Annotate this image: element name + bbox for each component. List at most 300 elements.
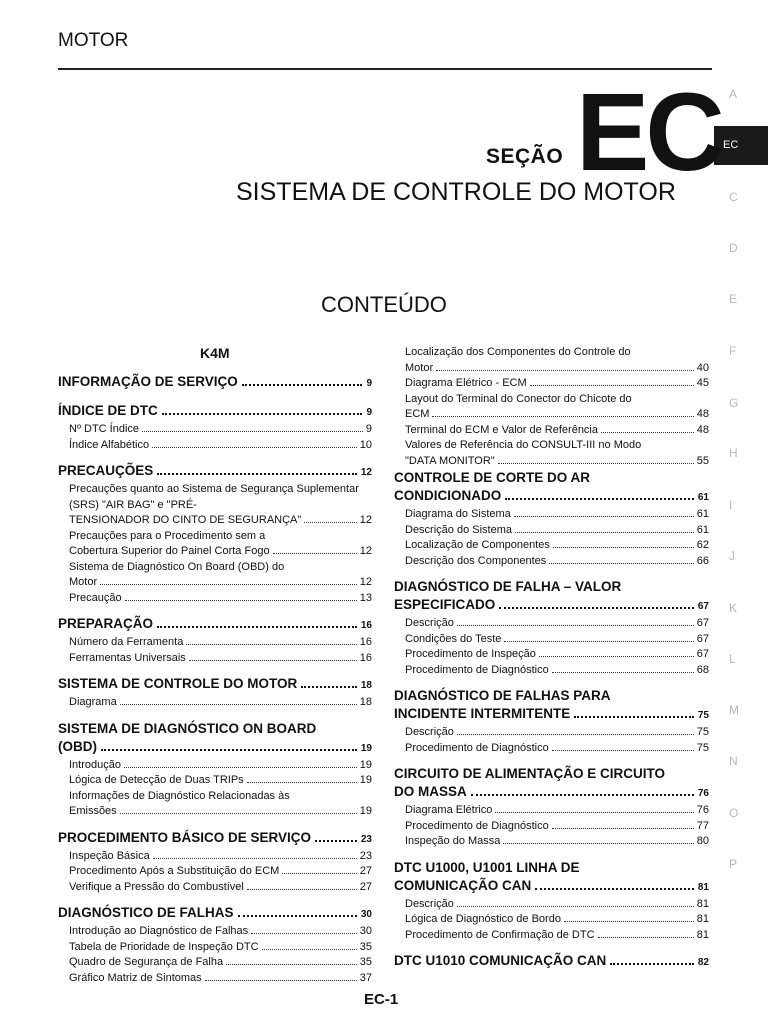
toc-item-line [405,538,709,554]
engine-heading: K4M [200,345,230,361]
toc-item-page: 12 [359,576,372,588]
dot-leader [157,473,357,475]
dot-leader [152,447,357,448]
toc-item[interactable] [58,955,372,971]
side-index-m[interactable]: M [729,703,739,717]
toc-item[interactable] [394,897,709,913]
side-index-l[interactable]: L [729,652,736,666]
dot-leader [552,672,694,673]
dot-leader [315,840,357,842]
dot-leader [601,432,694,433]
toc-section-text: ESPECIFICADO [394,597,496,612]
toc-item[interactable] [58,482,372,529]
toc-item-text: Número da Ferramenta [69,636,184,648]
toc-item-line [69,758,372,774]
toc-section-text: PRECAUÇÕES [58,463,154,478]
toc-item[interactable] [394,663,709,679]
toc-item-line [405,647,709,663]
toc-section-page: 9 [366,407,372,418]
toc-item-line [405,423,709,439]
toc-item-lead: Valores de Referência do CONSULT-III no Modo [405,439,642,451]
toc-section[interactable] [58,904,372,924]
dot-leader [504,641,693,642]
toc-item-text: Emissões [69,805,117,817]
toc-item-page: 10 [359,438,372,451]
toc-item-line [69,804,372,820]
toc-section-lead: SISTEMA DE DIAGNÓSTICO ON BOARD [58,720,317,736]
toc-item-text: Diagrama do Sistema [405,508,511,520]
toc-item[interactable] [394,741,709,757]
toc-item-text: Descrição do Sistema [405,523,512,536]
side-index-n[interactable]: N [729,754,738,768]
toc-item-page: 23 [359,849,372,862]
toc-item-text: Motor [405,361,434,374]
toc-item-text: Nº DTC Índice [69,423,140,435]
dot-leader [574,716,694,718]
toc-item-line [69,438,372,454]
dot-leader [125,600,357,601]
toc-item[interactable] [58,971,372,987]
side-index-ec[interactable]: EC [714,126,768,165]
toc-item-text: Localização de Componentes [405,539,550,551]
toc-section-line [58,675,372,695]
toc-item-line [69,864,372,880]
page-title: SISTEMA DE CONTROLE DO MOTOR [236,178,676,206]
toc-item-line [405,523,709,539]
side-index-j[interactable]: J [729,549,735,563]
toc-item-page: 45 [696,377,709,389]
toc-item-line [69,773,372,789]
toc-item-text: Condições do Teste [405,632,502,645]
toc-item-text: Procedimento de Diagnóstico [405,819,549,832]
toc-item-line [405,928,709,944]
toc-item-page: 80 [696,835,709,847]
toc-item[interactable] [394,554,709,570]
toc-section-page: 18 [360,680,372,691]
toc-section[interactable] [58,829,372,849]
side-index-c[interactable]: C [729,190,738,204]
toc-item-page: 16 [359,651,372,664]
toc-item-line [405,819,709,835]
toc-item-page: 16 [359,636,372,648]
toc-section-text: CONDICIONADO [394,488,502,503]
contents-heading: CONTEÚDO [321,292,447,317]
toc-section-text: INFORMAÇÃO DE SERVIÇO [58,374,238,389]
toc-section-page: 9 [366,378,372,389]
dot-leader [189,660,357,661]
toc-left-column [58,373,372,986]
toc-item-page: 19 [359,758,372,771]
toc-section-lead: DIAGNÓSTICO DE FALHAS PARA [394,688,611,703]
toc-item-line [69,940,372,956]
toc-item-text: Cobertura Superior do Painel Corta Fogo [69,545,270,557]
toc-item-page: 13 [359,591,372,604]
toc-section-text: DO MASSA [394,784,467,799]
toc-section-lead: DTC U1000, U1001 LINHA DE [394,859,580,875]
toc-item-page: 27 [359,880,372,893]
toc-item-line [405,376,709,392]
toc-item-page: 75 [696,726,709,738]
toc-item-line [405,834,709,850]
toc-item-line [69,635,372,651]
dot-leader [142,431,363,432]
toc-item[interactable] [58,560,372,591]
toc-item[interactable] [394,376,709,392]
toc-item-page: 61 [696,508,709,520]
toc-section-text: INCIDENTE INTERMITENTE [394,706,571,721]
toc-item-line [69,971,372,987]
dot-leader [457,734,694,735]
toc-item-line [69,695,372,711]
toc-item[interactable] [394,616,709,632]
toc-section-text: DTC U1010 COMUNICAÇÃO CAN [394,953,607,968]
toc-section[interactable] [58,373,372,393]
toc-item-text: TENSIONADOR DO CINTO DE SEGURANÇA" [69,514,302,526]
dot-leader [515,532,694,533]
dot-leader [535,888,694,890]
toc-item-page: 9 [365,423,372,435]
toc-item[interactable] [394,928,709,944]
toc-section[interactable] [394,952,709,972]
toc-item-text: Introdução [69,758,121,771]
toc-item-line [405,725,709,741]
toc-item-line [405,741,709,757]
toc-item-page: 48 [696,408,709,420]
toc-item-line [405,507,709,523]
toc-section[interactable] [58,675,372,695]
toc-item[interactable] [394,647,709,663]
toc-item-lead: Localização dos Componentes do Controle do [405,346,631,358]
dot-leader [226,964,357,965]
toc-item-line [69,849,372,865]
toc-item-page: 81 [696,928,709,941]
toc-item-line [69,575,372,591]
toc-item-line [405,554,709,570]
toc-item-page: 66 [696,554,709,567]
toc-section-page: 16 [360,620,372,631]
toc-item-text: Motor [69,576,98,588]
toc-item-text: Descrição [405,726,454,738]
toc-item-text: Lógica de Diagnóstico de Bordo [405,913,561,925]
side-index-p[interactable]: P [729,857,738,871]
toc-item-lead: Layout do Terminal do Conector do Chicote do [405,392,632,405]
side-index-i[interactable]: I [729,498,733,512]
side-index-h[interactable]: H [729,446,738,460]
toc-item-line [405,897,709,913]
toc-section-line [58,462,372,482]
toc-item[interactable] [58,635,372,651]
toc-item-page: 55 [696,454,709,467]
toc-item-text: Índice Alfabético [69,438,150,451]
toc-item-text: Introdução ao Diagnóstico de Falhas [69,925,249,937]
toc-item[interactable] [394,819,709,835]
toc-item-text: Inspeção do Massa [405,835,501,847]
toc-section-text: DIAGNÓSTICO DE FALHAS [58,905,234,920]
toc-section-line [394,705,709,725]
toc-item-text: Procedimento de Inspeção [405,648,536,660]
dot-leader [100,584,357,585]
toc-section-page: 30 [360,909,372,920]
toc-section-page: 61 [697,492,709,503]
toc-item-line [405,632,709,648]
toc-section-page: 75 [697,710,709,721]
dot-leader [539,656,694,657]
toc-item-text: Ferramentas Universais [69,651,186,664]
toc-item[interactable] [58,849,372,865]
toc-item[interactable] [58,651,372,667]
toc-item-line [69,651,372,667]
toc-section[interactable] [394,765,709,803]
toc-item-page: 62 [696,539,709,551]
toc-section-text: (OBD) [58,738,97,754]
dot-leader [282,873,356,874]
dot-leader [124,767,357,768]
toc-item[interactable] [58,438,372,454]
dot-leader [251,933,357,934]
toc-item[interactable] [58,758,372,774]
toc-section[interactable] [58,402,372,422]
toc-section[interactable] [394,469,709,507]
toc-item-page: 12 [359,545,372,557]
toc-item-text: "DATA MONITOR" [405,454,495,467]
toc-section[interactable] [58,615,372,635]
toc-item-text: Procedimento de Confirmação de DTC [405,928,595,941]
toc-item-page: 75 [696,741,709,754]
toc-section-page: 67 [697,601,709,612]
toc-section-line [58,738,372,758]
toc-section-text: COMUNICAÇÃO CAN [394,877,532,893]
dot-leader [549,563,694,564]
toc-section-page: 19 [360,742,372,754]
toc-item-text: ECM [405,408,430,420]
dot-leader [273,553,357,554]
dot-leader [514,516,694,517]
toc-item-line [69,955,372,971]
toc-section-page: 12 [360,467,372,478]
dot-leader [262,949,357,950]
toc-item-lead: Sistema de Diagnóstico On Board (OBD) do [69,560,285,573]
toc-item[interactable] [394,538,709,554]
dot-leader [205,980,357,981]
toc-section-line [394,596,709,616]
toc-item-line [405,803,709,819]
toc-item[interactable] [58,789,372,820]
side-index-a[interactable]: A [729,87,738,101]
toc-section-line [394,783,709,803]
toc-item[interactable] [394,803,709,819]
toc-section-line [394,877,709,897]
header-rule [58,68,712,70]
dot-leader [432,416,693,417]
toc-section-line [394,952,709,972]
toc-item-line [69,513,372,529]
toc-item-page: 19 [359,805,372,817]
toc-item-text: Verifique a Pressão do Combustível [69,880,244,893]
toc-item-line [69,880,372,896]
toc-item-line [69,544,372,560]
dot-leader [436,370,694,371]
toc-item[interactable] [58,924,372,940]
side-index-o[interactable]: O [729,806,739,820]
dot-leader [530,385,694,386]
toc-section-lead: CIRCUITO DE ALIMENTAÇÃO E CIRCUITO [394,766,666,781]
toc-item-line [405,616,709,632]
toc-item-text: Descrição [405,617,454,629]
toc-item[interactable] [394,523,709,539]
dot-leader [120,813,357,814]
dot-leader [153,858,357,859]
dot-leader [552,750,694,751]
toc-item-text: Procedimento de Diagnóstico [405,741,549,754]
dot-leader [101,749,357,751]
toc-item[interactable] [58,591,372,607]
dot-leader [301,686,357,688]
toc-item-text: Lógica de Detecção de Duas TRIPs [69,774,244,786]
toc-item-page: 35 [359,956,372,968]
toc-section-text: ÍNDICE DE DTC [58,403,158,418]
toc-item-page: 67 [696,648,709,660]
toc-item[interactable] [394,507,709,523]
dot-leader [471,794,694,796]
toc-item[interactable] [58,695,372,711]
toc-item[interactable] [58,940,372,956]
dot-leader [552,828,694,829]
toc-item-page: 68 [696,663,709,676]
toc-item[interactable] [58,880,372,896]
dot-leader [505,498,694,500]
toc-item[interactable] [394,392,709,423]
toc-item-page: 48 [696,423,709,436]
toc-right-column [394,345,709,972]
dot-leader [242,384,363,386]
toc-section-text: PREPARAÇÃO [58,616,154,631]
side-index-f[interactable]: F [729,344,737,358]
toc-item[interactable] [58,529,372,560]
toc-item[interactable] [58,864,372,880]
toc-section-text: SISTEMA DE CONTROLE DO MOTOR [58,676,298,691]
toc-section-line [58,373,372,393]
toc-item-page: 67 [696,617,709,629]
toc-section-line [58,402,372,422]
dot-leader [498,463,694,464]
toc-section-line [58,904,372,924]
toc-item-text: Procedimento de Diagnóstico [405,663,549,676]
toc-section-lead: CONTROLE DE CORTE DO AR [394,470,591,485]
page-number: EC-1 [364,991,399,1008]
toc-section-lead: DIAGNÓSTICO DE FALHA – VALOR [394,579,622,594]
toc-item[interactable] [394,912,709,928]
section-label: SEÇÃO [486,145,564,168]
toc-item-page: 18 [359,696,372,708]
side-index-e[interactable]: E [729,292,738,306]
dot-leader [553,547,694,548]
side-index-k[interactable]: K [729,601,738,615]
toc-item-line [405,663,709,679]
toc-item-page: 35 [359,940,372,953]
toc-item-page: 77 [696,819,709,832]
toc-section-page: 76 [697,788,709,799]
side-index-g[interactable]: G [729,396,739,410]
toc-item-page: 81 [696,897,709,910]
section-code: EC [576,71,721,194]
dot-leader [157,626,357,628]
dot-leader [610,963,694,965]
toc-item-page: 67 [696,632,709,645]
toc-item-page: 27 [359,865,372,877]
toc-right-sections [394,469,709,972]
toc-item-page: 81 [696,913,709,925]
toc-section-page: 82 [697,957,709,968]
dot-leader [499,607,694,609]
toc-item[interactable] [394,423,709,439]
toc-item-text: Diagrama Elétrico - ECM [405,377,527,389]
toc-item-line [405,454,709,470]
toc-item[interactable] [394,725,709,741]
toc-item-text: Tabela de Prioridade de Inspeção DTC [69,940,259,953]
dot-leader [247,782,357,783]
toc-item[interactable] [394,632,709,648]
toc-item-page: 30 [359,925,372,937]
toc-item-line [405,407,709,423]
toc-item[interactable] [58,773,372,789]
toc-item-line [69,422,372,438]
toc-item-page: 76 [696,804,709,816]
dot-leader [304,522,356,523]
toc-section-page: 81 [697,881,709,893]
toc-section-page: 23 [360,833,372,845]
toc-item-text: Diagrama Elétrico [405,804,493,816]
toc-section-line [58,829,372,849]
dot-leader [564,921,694,922]
toc-section-line [394,487,709,507]
toc-section[interactable] [394,578,709,616]
toc-item[interactable] [58,422,372,438]
dot-leader [120,704,357,705]
toc-item-lead: Precauções quanto ao Sistema de Segurança Suplementar (SRS) "AIR BAG" e "PRÉ- [69,483,359,511]
toc-item-text: Descrição [405,897,454,910]
toc-item-line [69,924,372,940]
toc-section[interactable] [394,859,709,897]
toc-item-page: 40 [696,361,709,374]
toc-section[interactable] [58,720,372,758]
toc-section-line [58,615,372,635]
toc-item[interactable] [394,345,709,376]
dot-leader [598,937,694,938]
dot-leader [503,843,693,844]
toc-item[interactable] [394,438,709,469]
toc-section[interactable] [394,687,709,725]
dot-leader [247,889,357,890]
toc-item-text: Gráfico Matriz de Sintomas [69,971,202,984]
toc-continuation [394,345,709,469]
toc-item-text: Terminal do ECM e Valor de Referência [405,423,598,436]
side-index-d[interactable]: D [729,241,738,255]
toc-item-page: 19 [359,774,372,786]
toc-item-line [405,361,709,377]
toc-item[interactable] [394,834,709,850]
toc-item-lead: Informações de Diagnóstico Relacionadas às [69,789,290,802]
toc-item-text: Inspeção Básica [69,849,150,862]
dot-leader [457,906,694,907]
toc-section-text: PROCEDIMENTO BÁSICO DE SERVIÇO [58,829,312,845]
toc-item-line [69,591,372,607]
toc-item-text: Descrição dos Componentes [405,554,547,567]
toc-section[interactable] [58,462,372,482]
toc-item-text: Procedimento Após a Substituição do ECM [69,865,280,877]
header-section-label: MOTOR [58,30,129,51]
toc-item-text: Quadro de Segurança de Falha [69,956,224,968]
dot-leader [495,812,693,813]
